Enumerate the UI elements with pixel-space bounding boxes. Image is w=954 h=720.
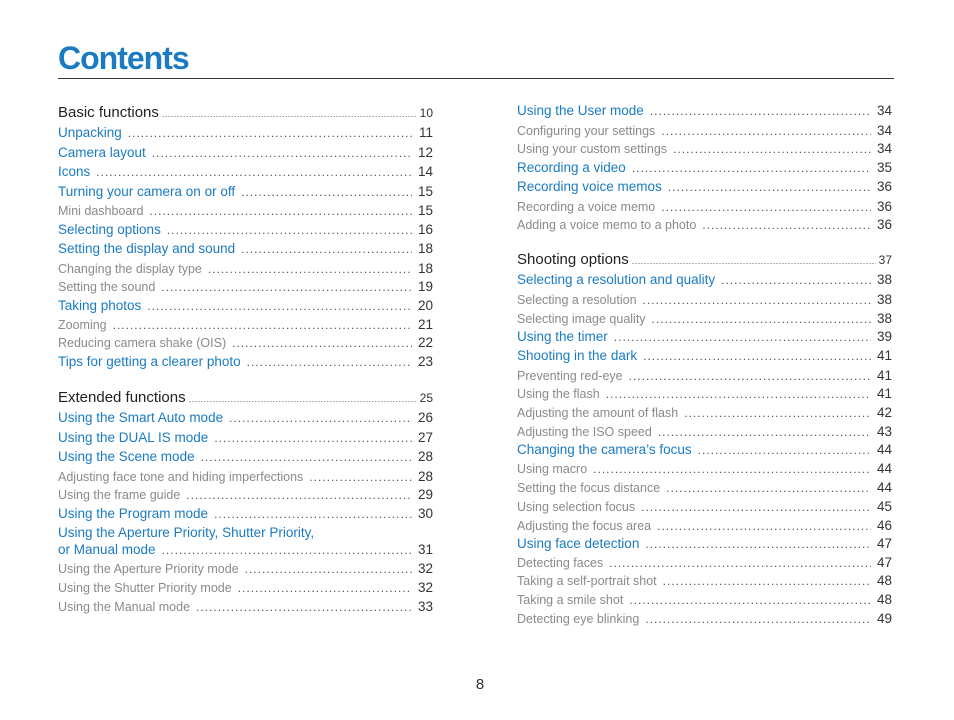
toc-entry-timer[interactable] [517,329,892,344]
leader-dots [661,124,871,138]
leader-dots [614,330,871,344]
toc-entry-label: Extended functions [58,389,186,406]
toc-entry-label: Shooting options [517,251,629,268]
toc-entry-label: Using your custom settings [517,142,668,156]
toc-page-number: 42 [876,405,892,420]
toc-entry-label: or Manual mode [58,542,156,557]
toc-entry-label: Taking a smile shot [517,593,624,607]
leader-dots [652,312,871,326]
toc-entry-label: Turning your camera on or off [58,184,236,199]
toc-page-number: 27 [417,430,433,445]
toc-page-number: 12 [417,145,433,160]
leader-dots [629,369,871,383]
toc-entry-selecting-options[interactable] [58,222,433,237]
toc-page-number: 28 [417,449,433,464]
toc-entry-eye-blink[interactable] [517,611,892,626]
leader-dots [673,142,871,156]
toc-page-number: 36 [876,199,892,214]
leader-dots [189,394,417,404]
leader-dots [641,500,871,514]
toc-entry-label: Adjusting the focus area [517,519,652,533]
toc-entry-shutter-mode[interactable] [58,580,433,595]
toc-page-number: 49 [876,611,892,626]
toc-entry-label: Changing the display type [58,262,202,276]
leader-dots [232,336,412,350]
toc-entry-focus[interactable] [517,442,892,457]
toc-page-number: 26 [417,410,433,425]
toc-entry-label: Using the Smart Auto mode [58,410,224,425]
leader-dots [666,481,871,495]
toc-entry-label: Preventing red-eye [517,369,623,383]
toc-entry-label: Selecting a resolution [517,293,637,307]
toc-entry-label: Changing the camera’s focus [517,442,692,457]
leader-dots [643,293,871,307]
toc-entry-camera-layout[interactable] [58,145,433,160]
toc-entry-label: Using the frame guide [58,488,181,502]
toc-entry-label: Setting the display and sound [58,241,236,256]
toc-page-number: 28 [417,469,433,484]
toc-page-number: 15 [417,203,433,218]
leader-dots [161,280,412,294]
leader-dots [245,562,412,576]
toc-entry-label: Using the User mode [517,103,644,118]
leader-dots [201,450,412,464]
toc-entry-label: Camera layout [58,145,146,160]
toc-page-number: 47 [876,536,892,551]
leader-dots [668,180,871,194]
leader-dots [702,218,871,232]
leader-dots [309,470,412,484]
toc-entry-label: Using the Aperture Priority mode [58,562,239,576]
toc-page-number: 44 [876,442,892,457]
leader-dots [657,519,871,533]
toc-entry-zooming[interactable] [58,317,433,332]
leader-dots [658,425,871,439]
toc-entry-label: Using face detection [517,536,640,551]
toc-entry-res-quality[interactable] [517,272,892,287]
toc-entry-label: Selecting options [58,222,161,237]
toc-page-number: 32 [417,561,433,576]
toc-entry-frame-guide[interactable] [58,487,433,502]
leader-dots [247,355,412,369]
toc-page-number: 36 [876,179,892,194]
leader-dots [214,507,412,521]
toc-entry-dual-is[interactable] [58,430,433,445]
toc-entry-img-quality[interactable] [517,311,892,326]
toc-entry-label: Adjusting the amount of flash [517,406,679,420]
toc-entry-aperture-priority-line1[interactable]: Using the Aperture Priority, Shutter Priority, [58,525,315,540]
toc-entry-aperture-priority[interactable] [58,542,433,557]
toc-entry-detect-faces[interactable] [517,555,892,570]
toc-entry-label: Adding a voice memo to a photo [517,218,697,232]
leader-dots [147,299,412,313]
toc-page-number: 16 [417,222,433,237]
toc-page-number: 38 [876,272,892,287]
toc-entry-aperture-mode[interactable] [58,561,433,576]
toc-entry-ois[interactable] [58,335,433,350]
leader-dots [241,185,412,199]
toc-entry-label: Detecting eye blinking [517,612,640,626]
toc-entry-label: Detecting faces [517,556,604,570]
toc-entry-mini-dashboard[interactable] [58,203,433,218]
toc-entry-sound[interactable] [58,279,433,294]
toc-page-number: 30 [417,506,433,521]
toc-entry-resolution[interactable] [517,292,892,307]
toc-entry-face-detection[interactable] [517,536,892,551]
toc-entry-dark[interactable] [517,348,892,363]
toc-entry-label: Setting the focus distance [517,481,661,495]
toc-section-basic-functions[interactable] [58,104,433,121]
toc-entry-self-portrait[interactable] [517,573,892,588]
toc-entry-program[interactable] [58,506,433,521]
toc-page-number: 48 [876,592,892,607]
toc-entry-label: Recording voice memos [517,179,662,194]
toc-page-number: 39 [876,329,892,344]
toc-entry-turning-on[interactable] [58,184,433,199]
toc-entry-rec-a-voice[interactable] [517,199,892,214]
title-divider [58,78,894,79]
toc-entry-label: Unpacking [58,125,122,140]
toc-page-number: 20 [417,298,433,313]
leader-dots [645,537,871,551]
leader-dots [650,104,871,118]
toc-entry-label: Taking a self-portrait shot [517,574,657,588]
toc-page-number: 22 [417,335,433,350]
leader-dots [721,273,871,287]
toc-entry-user-mode[interactable] [517,103,892,118]
toc-page-number: 34 [876,123,892,138]
leader-dots [632,256,876,266]
toc-entry-selection-focus[interactable] [517,499,892,514]
toc-page-number: 19 [417,279,433,294]
toc-entry-smart-auto[interactable] [58,410,433,425]
toc-entry-iso[interactable] [517,424,892,439]
toc-entry-label: Icons [58,164,91,179]
toc-entry-label: Using the Program mode [58,506,209,521]
toc-entry-flash-amount[interactable] [517,405,892,420]
toc-entry-face-tone[interactable] [58,469,433,484]
toc-entry-label: Recording a video [517,160,626,175]
toc-section-shooting-options[interactable] [517,251,892,268]
toc-page-number: 38 [876,311,892,326]
toc-page-number: 35 [876,160,892,175]
toc-page-number: 44 [876,461,892,476]
leader-dots [643,349,871,363]
toc-entry-config[interactable] [517,123,892,138]
leader-dots [96,165,412,179]
toc-page-number: 46 [876,518,892,533]
leader-dots [661,200,871,214]
leader-dots [593,462,871,476]
toc-entry-rec-video[interactable] [517,160,892,175]
toc-page-number: 10 [419,106,433,120]
toc-page-number: 38 [876,292,892,307]
toc-entry-label: Shooting in the dark [517,348,638,363]
leader-dots [684,406,871,420]
toc-page-number: 48 [876,573,892,588]
leader-dots [167,223,412,237]
toc-entry-taking-photos[interactable] [58,298,433,313]
toc-entry-label: Using the Shutter Priority mode [58,581,232,595]
toc-entry-add-voice[interactable] [517,217,892,232]
toc-entry-label: Recording a voice memo [517,200,656,214]
toc-page-number: 18 [417,241,433,256]
toc-entry-label: Using the DUAL IS mode [58,430,209,445]
toc-entry-smile[interactable] [517,592,892,607]
toc-page-number: 11 [418,125,433,140]
toc-page-number: 15 [417,184,433,199]
leader-dots [663,574,871,588]
toc-entry-label: Adjusting face tone and hiding imperfections [58,470,304,484]
toc-page-number: 44 [876,480,892,495]
toc-section-extended-functions[interactable] [58,389,433,406]
toc-page-number: 14 [417,164,433,179]
leader-dots [698,443,871,457]
leader-dots [629,593,871,607]
toc-page-number: 47 [876,555,892,570]
toc-entry-display-type[interactable] [58,261,433,276]
leader-dots [162,109,417,119]
toc-entry-unpacking[interactable] [58,125,433,140]
toc-page-number: 37 [878,253,892,267]
toc-entry-red-eye[interactable] [517,368,892,383]
leader-dots [238,581,412,595]
toc-entry-focus-distance[interactable] [517,480,892,495]
toc-page-number: 33 [417,599,433,614]
leader-dots [214,431,412,445]
leader-dots [152,146,412,160]
toc-entry-label: Adjusting the ISO speed [517,425,652,439]
toc-entry-display-sound[interactable] [58,241,433,256]
toc-entry-label: Selecting a resolution and quality [517,272,716,287]
toc-entry-label: Using the Manual mode [58,600,191,614]
leader-dots [196,600,412,614]
leader-dots [113,318,412,332]
toc-entry-focus-area[interactable] [517,518,892,533]
leader-dots [241,242,412,256]
toc-page-number: 29 [417,487,433,502]
toc-page-number: 45 [876,499,892,514]
toc-entry-label: Zooming [58,318,107,332]
toc-page-number: 34 [876,103,892,118]
toc-entry-label: Selecting image quality [517,312,646,326]
toc-entry-tips[interactable] [58,354,433,369]
toc-entry-label: Configuring your settings [517,124,656,138]
toc-entry-label: Using selection focus [517,500,636,514]
toc-page-number: 25 [419,391,433,405]
toc-entry-label: Using the flash [517,387,600,401]
leader-dots [162,543,412,557]
toc-page-number: 41 [876,368,892,383]
toc-entry-label: Tips for getting a clearer photo [58,354,241,369]
toc-entry-label: Reducing camera shake (OIS) [58,336,227,350]
toc-entry-label: Using the Scene mode [58,449,195,464]
toc-page-number: 31 [417,542,433,557]
toc-page-number: 34 [876,141,892,156]
leader-dots [208,262,412,276]
leader-dots [186,488,412,502]
leader-dots [632,161,871,175]
leader-dots [149,204,412,218]
toc-entry-label: Mini dashboard [58,204,144,218]
toc-entry-flash[interactable] [517,386,892,401]
toc-page-number: 41 [876,348,892,363]
toc-entry-manual-mode[interactable] [58,599,433,614]
leader-dots [606,387,871,401]
toc-entry-label: Setting the sound [58,280,156,294]
leader-dots [229,411,412,425]
toc-entry-rec-voice[interactable] [517,179,892,194]
toc-entry-label: Using the timer [517,329,608,344]
toc-entry-custom[interactable] [517,141,892,156]
toc-entry-label: Taking photos [58,298,142,313]
toc-page-number: 36 [876,217,892,232]
toc-page-number: 18 [417,261,433,276]
leader-dots [645,612,871,626]
toc-entry-label: Basic functions [58,104,159,121]
toc-entry-scene[interactable] [58,449,433,464]
page-title: Contents [58,40,189,76]
toc-page-number: 23 [417,354,433,369]
leader-dots [128,126,413,140]
toc-entry-label: Using macro [517,462,588,476]
toc-page-number: 21 [417,317,433,332]
leader-dots [609,556,871,570]
page-number: 8 [475,676,485,693]
toc-page-number: 32 [417,580,433,595]
toc-page-number: 41 [876,386,892,401]
toc-entry-icons[interactable] [58,164,433,179]
toc-page-number: 43 [876,424,892,439]
toc-entry-macro[interactable] [517,461,892,476]
